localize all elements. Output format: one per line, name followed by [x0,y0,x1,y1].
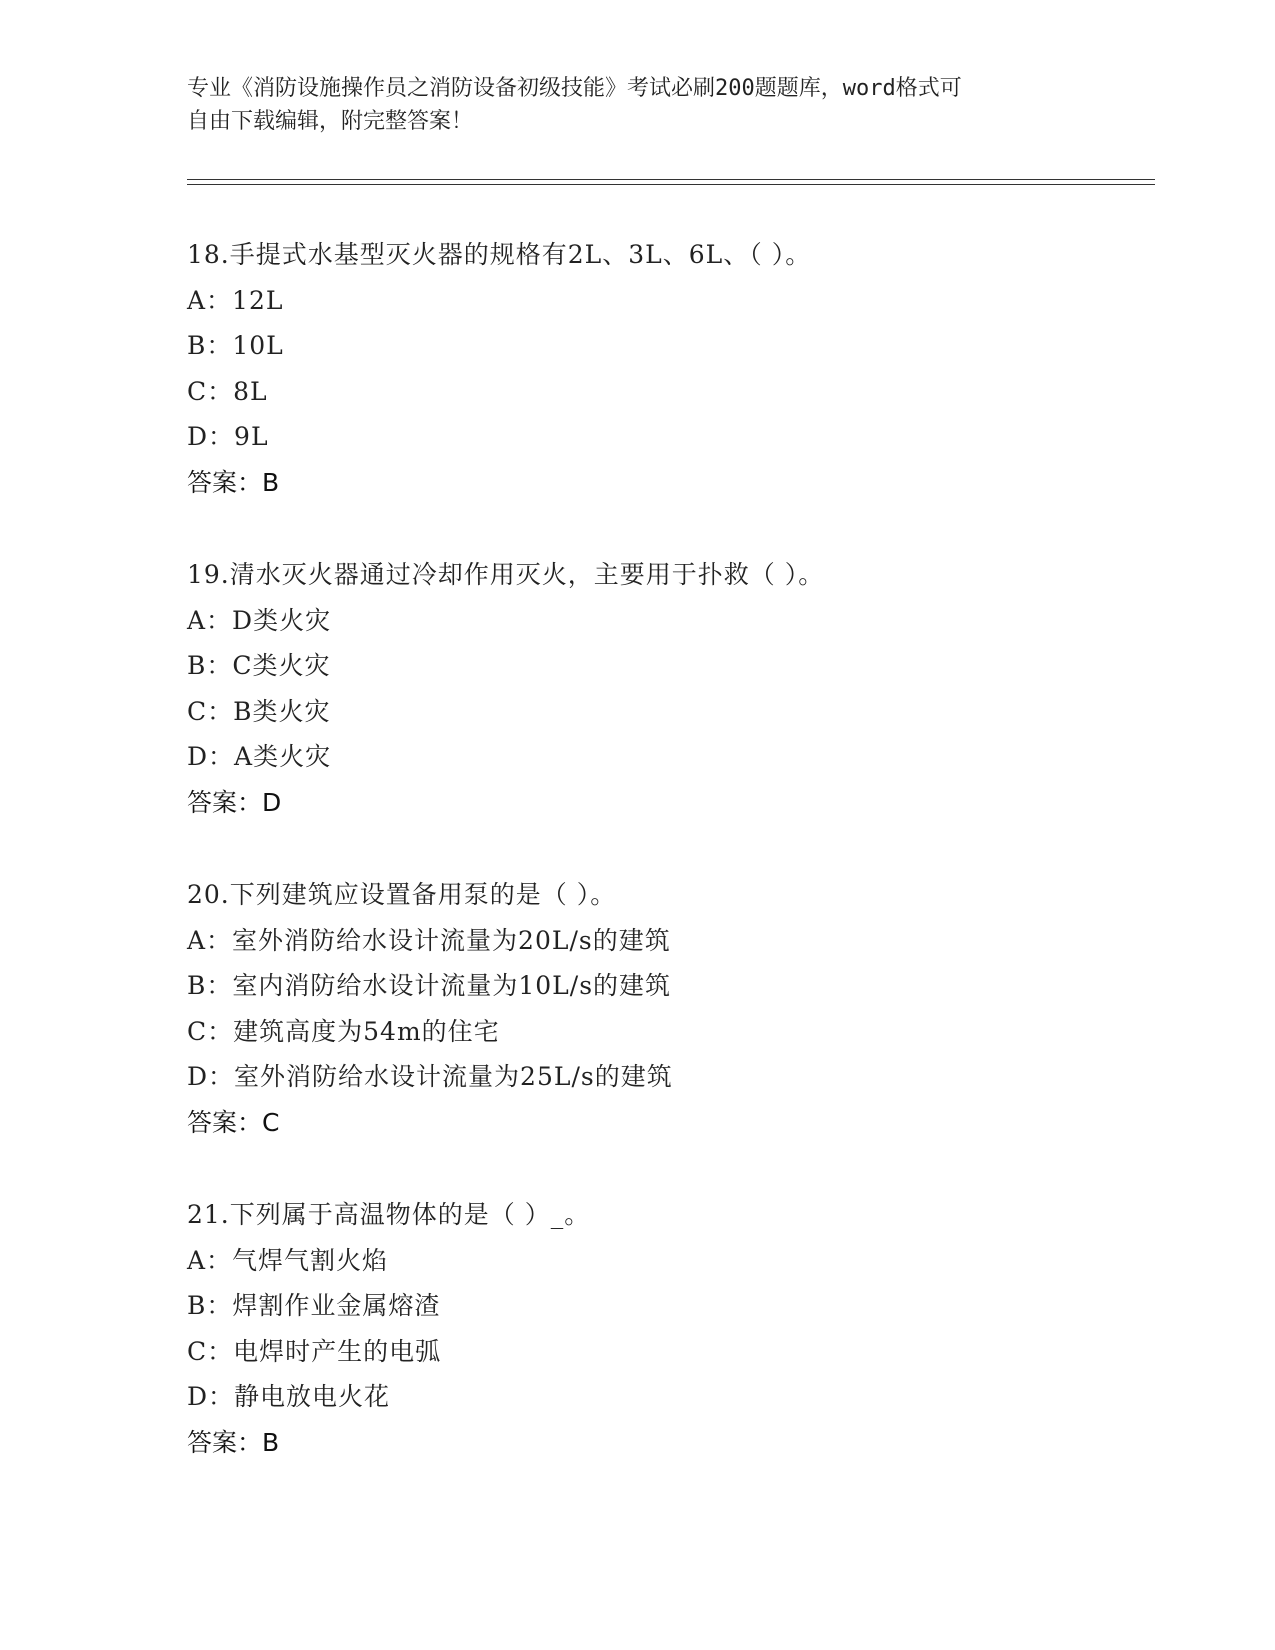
header-line-1: 专业《消防设施操作员之消防设备初级技能》考试必刷200题题库，word格式可 [187,76,962,101]
header-divider-top [187,179,1155,180]
option-b: B：C类火灾 [187,651,331,680]
question-20 [187,872,1155,1145]
option-c: C：电焊时产生的电弧 [187,1336,442,1366]
option-a: A：室外消防给水设计流量为20L/s的建筑 [187,925,671,955]
option-d: D：静电放电火花 [187,1382,391,1411]
answer: 答案：D [187,787,282,817]
answer: 答案：C [187,1107,280,1137]
question-stem: 18.手提式水基型灭火器的规格有2L、3L、6L、（ ）。 [187,240,812,269]
answer: 答案：B [187,1427,280,1457]
option-d: D：A类火灾 [187,742,332,771]
option-a: A：12L [187,285,284,315]
option-b: B：10L [187,331,284,360]
answer: 答案：B [187,467,280,497]
option-a: A：D类火灾 [187,605,332,635]
document-header [187,72,1067,138]
option-c: C：8L [187,376,268,406]
question-21 [187,1192,1155,1465]
question-list [187,232,1155,1512]
option-c: C：B类火灾 [187,696,331,726]
question-18 [187,232,1155,505]
option-d: D：9L [187,422,269,451]
header-divider-bottom [187,184,1155,185]
question-stem: 19.清水灭火器通过冷却作用灭火，主要用于扑救（ ）。 [187,560,825,589]
question-stem: 20.下列建筑应设置备用泵的是（ ）。 [187,880,617,909]
question-stem: 21.下列属于高温物体的是（ ）_。 [187,1200,591,1229]
option-b: B：焊割作业金属熔渣 [187,1291,441,1320]
option-c: C：建筑高度为54m的住宅 [187,1016,500,1046]
question-19 [187,552,1155,825]
header-line-2: 自由下载编辑，附完整答案！ [187,109,474,134]
option-d: D：室外消防给水设计流量为25L/s的建筑 [187,1062,673,1091]
option-b: B：室内消防给水设计流量为10L/s的建筑 [187,971,672,1000]
option-a: A：气焊气割火焰 [187,1245,389,1275]
